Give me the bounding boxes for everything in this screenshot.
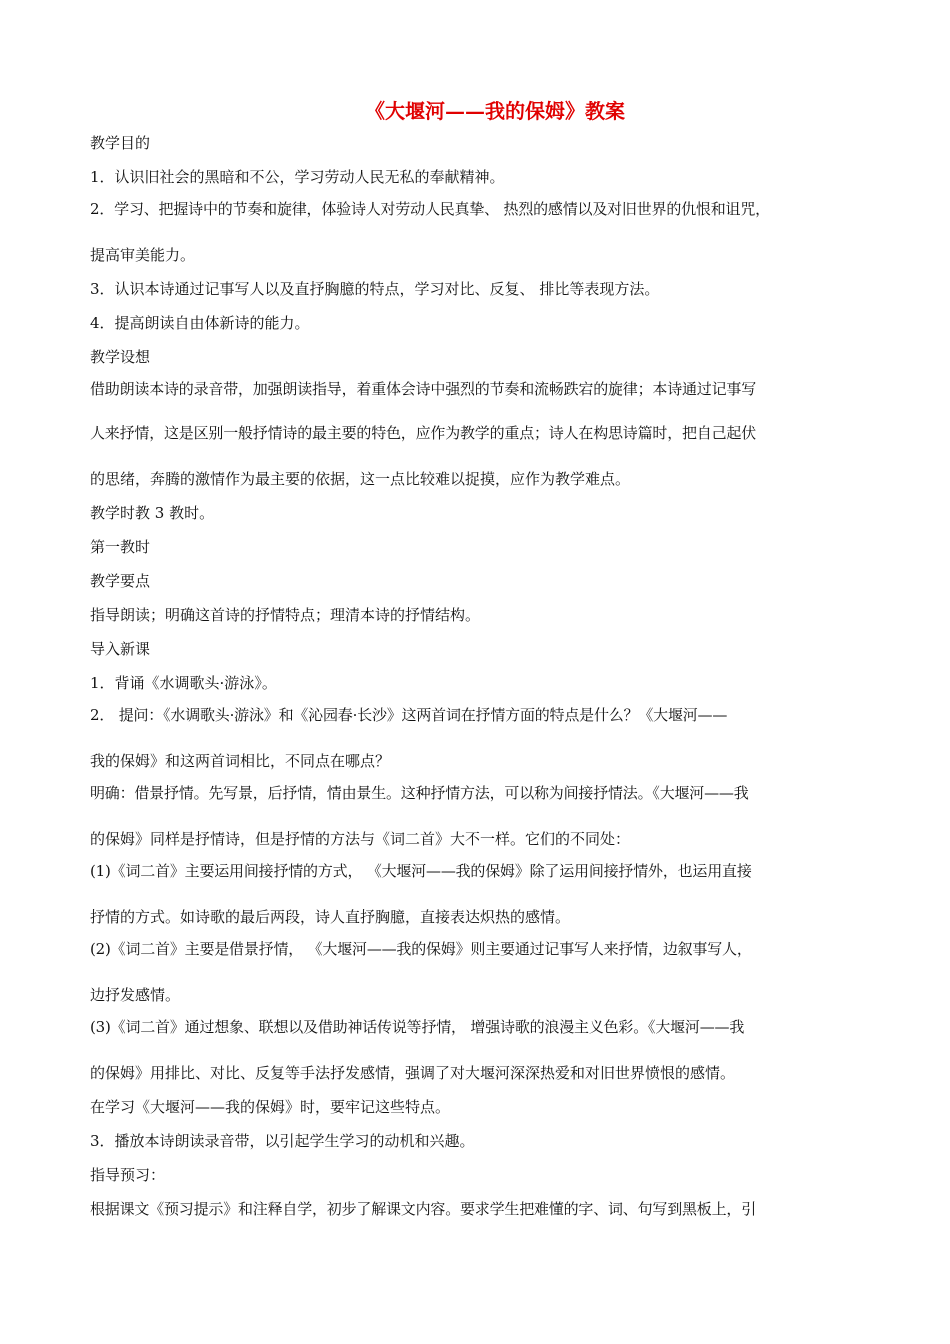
paragraph-line: 2．学习、把握诗中的节奏和旋律，体验诗人对劳动人民真挚、 热烈的感情以及对旧世界的仇恨和诅咒，	[90, 200, 770, 218]
section-heading: 导入新课	[90, 640, 151, 658]
section-heading: 教学设想	[90, 348, 151, 366]
section-heading: 指导预习：	[90, 1166, 166, 1184]
paragraph-line: 人来抒情，这是区别一般抒情诗的最主要的特色，应作为教学的重点；诗人在构思诗篇时，把自己起伏	[90, 424, 757, 442]
paragraph-line: 抒情的方式。如诗歌的最后两段，诗人直抒胸臆，直接表达炽热的感情。	[90, 908, 571, 926]
paragraph-line: 明确：借景抒情。先写景，后抒情，情由景生。这种抒情方法，可以称为间接抒情法。《大堰河——我	[90, 784, 749, 802]
paragraph-line: 我的保姆》和这两首词相比，不同点在哪点？	[90, 752, 391, 770]
section-heading: 教学要点	[90, 572, 151, 590]
paragraph-line: 提高审美能力。	[90, 246, 196, 264]
paragraph-line: (1)《词二首》主要运用间接抒情的方式， 《大堰河——我的保姆》除了运用间接抒情外，也运用直接	[90, 862, 752, 880]
section-heading: 第一教时	[90, 538, 151, 556]
paragraph-line: 根据课文《预习提示》和注释自学，初步了解课文内容。要求学生把难懂的字、词、句写到黑板上，引	[90, 1200, 757, 1218]
paragraph-line: (2)《词二首》主要是借景抒情， 《大堰河——我的保姆》则主要通过记事写人来抒情，边叙事写人，	[90, 940, 752, 958]
paragraph-line: 1．认识旧社会的黑暗和不公，学习劳动人民无私的奉献精神。	[90, 168, 505, 186]
paragraph-line: 边抒发感情。	[90, 986, 181, 1004]
paragraph-line: (3)《词二首》通过想象、联想以及借助神话传说等抒情， 增强诗歌的浪漫主义色彩。《大堰河——我	[90, 1018, 745, 1036]
paragraph-line: 2． 提问：《水调歌头·游泳》和《沁园春·长沙》这两首词在抒情方面的特点是什么？《大堰河——	[90, 706, 728, 724]
paragraph-line: 3．认识本诗通过记事写人以及直抒胸臆的特点，学习对比、反复、 排比等表现方法。	[90, 280, 660, 298]
paragraph-line: 4．提高朗读自由体新诗的能力。	[90, 314, 310, 332]
paragraph-line: 的思绪，奔腾的激情作为最主要的依据，这一点比较难以捉摸，应作为教学难点。	[90, 470, 631, 488]
paragraph-line: 教学时教 3 教时。	[90, 504, 215, 522]
paragraph-line: 指导朗读；明确这首诗的抒情特点；理清本诗的抒情结构。	[90, 606, 481, 624]
document-title: 《大堰河——我的保姆》教案	[365, 99, 625, 123]
paragraph-line: 1．背诵《水调歌头·游泳》。	[90, 674, 277, 692]
paragraph-line: 的保姆》用排比、对比、反复等手法抒发感情，强调了对大堰河深深热爱和对旧世界愤恨的感情。	[90, 1064, 736, 1082]
paragraph-line: 的保姆》同样是抒情诗，但是抒情的方法与《词二首》大不一样。它们的不同处：	[90, 830, 631, 848]
section-heading: 教学目的	[90, 134, 151, 152]
paragraph-line: 3．播放本诗朗读录音带，以引起学生学习的动机和兴趣。	[90, 1132, 475, 1150]
document-page	[90, 96, 880, 1226]
paragraph-line: 在学习《大堰河——我的保姆》时，要牢记这些特点。	[90, 1098, 451, 1116]
paragraph-line: 借助朗读本诗的录音带，加强朗读指导，着重体会诗中强烈的节奏和流畅跌宕的旋律；本诗通过记事写	[90, 380, 757, 398]
